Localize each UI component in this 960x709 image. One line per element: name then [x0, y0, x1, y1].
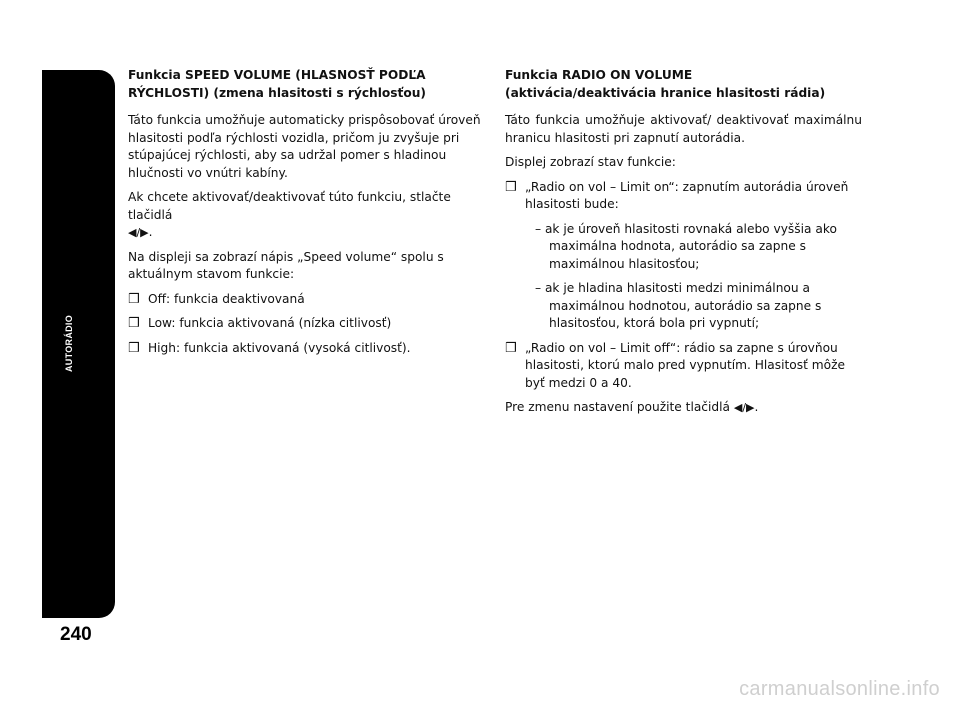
arrow-buttons-icon: ◀/▶: [733, 401, 755, 414]
instruction-text: Pre zmenu nastavení použite tlačidlá: [505, 400, 730, 414]
right-column: [505, 67, 862, 424]
radio-on-volume-heading: [505, 67, 862, 102]
chapter-label: AUTORÁDIO: [64, 314, 74, 372]
instruction-text: Ak chcete aktivovať/deaktivovať túto funkciu, stlačte tlačidlá: [128, 190, 451, 222]
list-item-text: High: funkcia aktivovaná (vysoká citlivosť).: [148, 340, 411, 355]
list-item-text: Low: funkcia aktivovaná (nízka citlivosť): [148, 316, 392, 330]
speed-volume-heading-line1: Funkcia SPEED VOLUME (HLASNOSŤ PODĽA: [128, 68, 426, 82]
radio-on-volume-heading-line1: Funkcia RADIO ON VOLUME: [505, 68, 693, 82]
chapter-side-tab: [42, 70, 115, 618]
list-item-text: Off: funkcia deaktivovaná: [148, 291, 305, 306]
instruction-end: .: [148, 225, 153, 239]
list-item: [505, 179, 862, 214]
watermark: carmanualsonline.info: [739, 678, 940, 700]
list-item: [128, 315, 484, 333]
speed-volume-heading-line2: RÝCHLOSTI) (zmena hlasitosti s rýchlosťou): [128, 85, 426, 100]
checkbox-bullet-icon: ❒: [505, 340, 517, 356]
sub-list-item: [525, 280, 862, 333]
checkbox-bullet-icon: ❒: [128, 316, 140, 331]
list-item: [128, 340, 484, 358]
list-item: [128, 291, 484, 309]
list-item: [505, 340, 862, 393]
speed-volume-display-note: Na displeji sa zobrazí nápis „Speed volume“ spolu s aktuálnym stavom funkcie:: [128, 249, 444, 281]
page-number: 240: [60, 624, 92, 645]
radio-on-volume-heading-line2: (aktivácia/deaktivácia hranice hlasitosti rádia): [505, 85, 826, 100]
list-item-text: „Radio on vol – Limit off“: rádio sa zapne s úrovňou hlasitosti, ktorú malo pred vypnutím. Hlasitosť môže byť medzi 0 a 40.: [525, 340, 845, 390]
speed-volume-description: Táto funkcia umožňuje automaticky prispôsobovať úroveň hlasitosti podľa rýchlosti vozidla, pričom ju zvyšuje pri stúpajúcej rýchlosti, aby sa udržal pomer s hladinou hlučnosti vo vnútri kabíny.: [128, 113, 481, 180]
sub-list-item: [525, 221, 862, 274]
radio-on-volume-description: Táto funkcia umožňuje aktivovať/ deaktivovať maximálnu hranicu hlasitosti pri zapnutí autorádia.: [505, 113, 862, 145]
arrow-buttons-icon: ◀/▶: [128, 226, 149, 239]
sub-list-item-text: – ak je úroveň hlasitosti rovnaká alebo vyššia ako maximálna hodnota, autorádio sa zapne s maximálnou hlasitosťou;: [535, 221, 837, 271]
speed-volume-heading: [128, 67, 484, 102]
list-item-text: „Radio on vol – Limit on“: zapnutím autorádia úroveň hlasitosti bude:: [525, 179, 849, 211]
speed-volume-instruction: [128, 189, 484, 242]
instruction-end: .: [754, 400, 759, 414]
checkbox-bullet-icon: ❒: [505, 179, 517, 195]
sub-list-item-text: – ak je hladina hlasitosti medzi minimálnou a maximálnou hodnotou, autorádio sa zapne s hlasitosťou, ktorá bola pri vypnutí;: [535, 281, 822, 330]
checkbox-bullet-icon: ❒: [128, 340, 140, 356]
radio-on-volume-display-note: Displej zobrazí stav funkcie:: [505, 155, 676, 169]
radio-on-volume-instruction: [505, 399, 862, 417]
left-column: [128, 67, 484, 364]
checkbox-bullet-icon: ❒: [128, 291, 140, 307]
